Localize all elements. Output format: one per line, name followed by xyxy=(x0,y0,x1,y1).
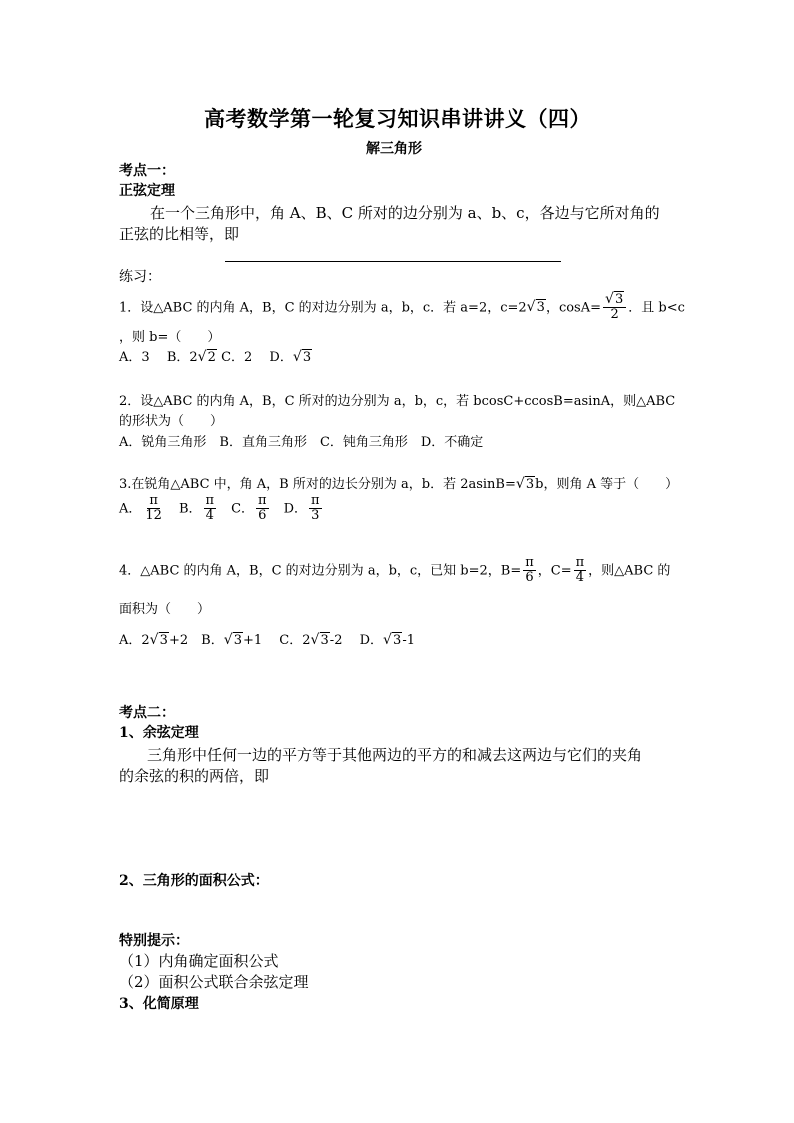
question-1-line2: ，则 b=（ ） xyxy=(119,330,221,345)
section2-text-line1: 三角形中任何一边的平方等于其他两边的平方的和减去这两边与它们的夹角 xyxy=(147,746,643,764)
fill-in-blank-line xyxy=(225,261,561,262)
question-1-options: A．3 B．2√ 2 C．2 D．√ 3 xyxy=(119,346,312,365)
section2-text-line2: 的余弦的积的两倍，即 xyxy=(119,767,270,785)
section2-sub2: 2、三角形的面积公式： xyxy=(119,873,269,889)
question-4-line1: 4．△ABC 的内角 A，B，C 的对边分别为 a，b，c，已知 b=2，B= $\frac{\pi}{6}$ ，C= $\frac{\pi}{4}$ ，则△ABC 的 xyxy=(119,555,671,586)
question-4-options: A．2√ 3+2 B．√ 3+1 C．2√ 3-2 D．√ 3-1 xyxy=(119,629,415,648)
section1-text-line1: 在一个三角形中，角 A、B、C 所对的边分别为 a、b、c，各边与它所对角的 xyxy=(150,204,660,222)
page-subtitle: 解三角形 xyxy=(366,141,422,157)
tip-2: （2）面积公式联合余弦定理 xyxy=(119,973,309,991)
question-1-line1: 1．设△ABC 的内角 A，B，C 的对边分别为 a，b，c．若 a=2，c=2√ 3，cosA= √ $\frac{3}{2}$ ．且 b<c xyxy=(119,293,685,323)
page-title: 高考数学第一轮复习知识串讲讲义（四） xyxy=(204,106,591,131)
question-4-line2: 面积为（ ） xyxy=(119,602,211,617)
question-2-options: A．锐角三角形 B．直角三角形 C．钝角三角形 D．不确定 xyxy=(119,435,484,450)
section2-sub3: 3、化简原理 xyxy=(119,996,199,1012)
exercise-heading: 练习： xyxy=(119,269,161,285)
question-3-options: A． $\frac{\pi}{12}$ B． $\frac{\pi}{4}$ C． $\frac{\pi}{6}$ D． $\frac{\pi}{3}$ xyxy=(119,493,320,524)
section1-text-line2: 正弦的比相等，即 xyxy=(119,225,240,243)
section1-topic: 正弦定理 xyxy=(119,183,175,199)
tip-1: （1）内角确定面积公式 xyxy=(119,952,279,970)
special-tips-heading: 特别提示： xyxy=(119,933,189,949)
section1-heading: 考点一： xyxy=(119,163,175,179)
section2-heading: 考点二： xyxy=(119,705,175,721)
question-3-line1: 3.在锐角△ABC 中，角 A，B 所对的边长分别为 a，b．若 2asinB=√ 3b，则角 A 等于（ ） xyxy=(119,473,678,492)
section2-sub1: 1、余弦定理 xyxy=(119,725,199,741)
question-2-line1: 2．设△ABC 的内角 A，B，C 所对的边分别为 a，b，c，若 bcosC+ccosB=asinA，则△ABC xyxy=(119,394,676,409)
question-2-line2: 的形状为（ ） xyxy=(119,414,224,429)
